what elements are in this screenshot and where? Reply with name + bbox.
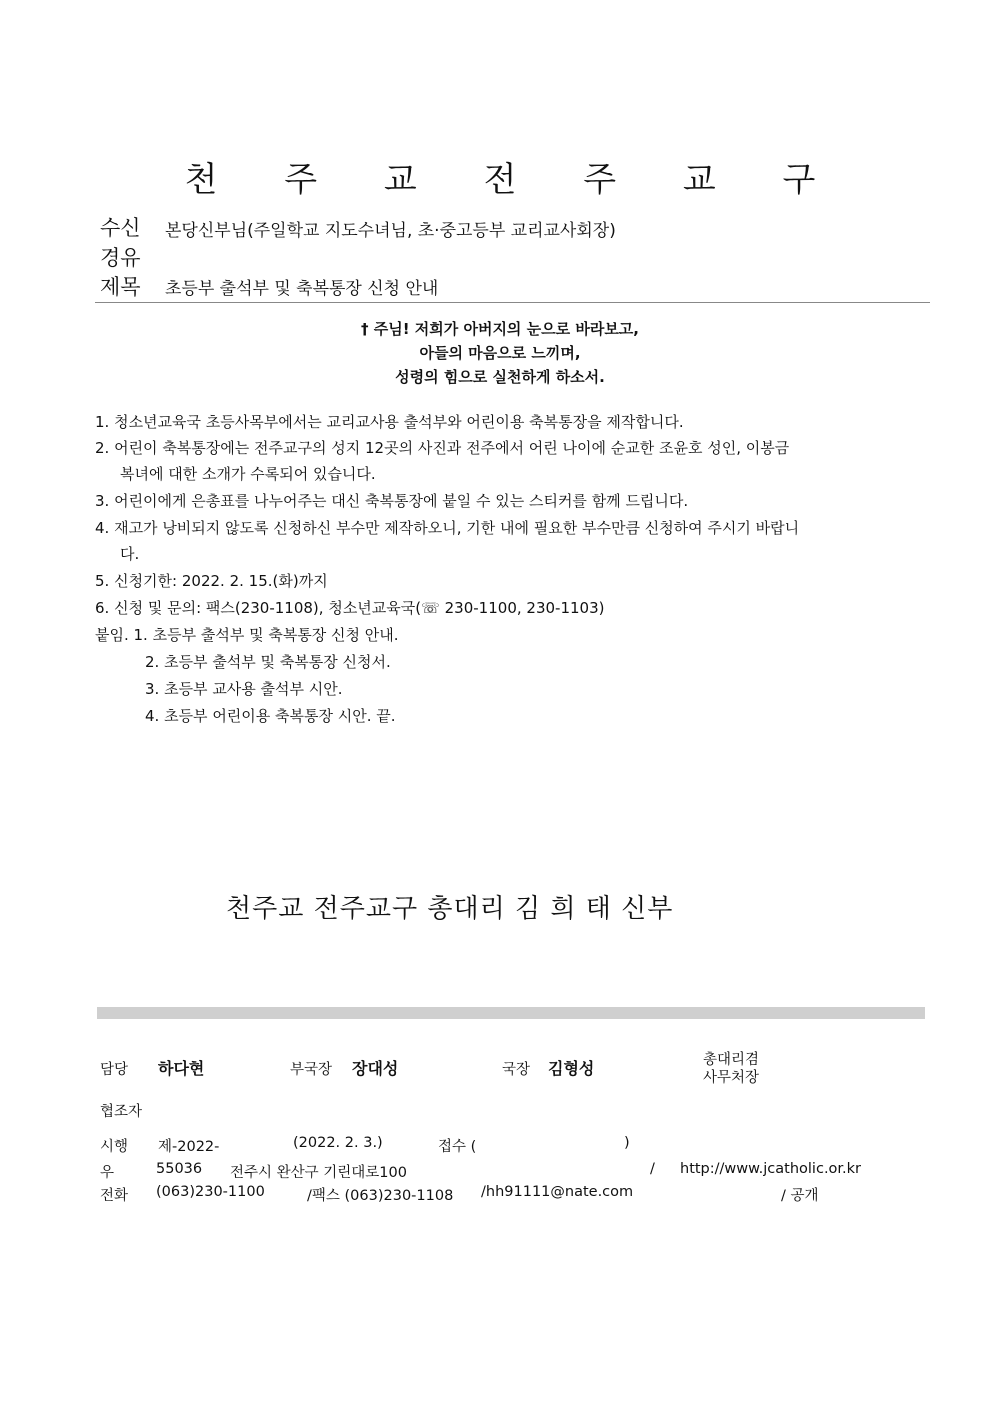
recipient-label: 수신	[100, 216, 141, 240]
public-status: / 공개	[781, 1188, 819, 1204]
postal-label: 우	[100, 1165, 115, 1181]
deputy-name: 장대성	[352, 1059, 399, 1078]
item-6: 6. 신청 및 문의: 팩스(230-1108), 청소년교육국(☏ 230-1100, 230-1103)	[95, 599, 605, 617]
cooperator-label: 협조자	[100, 1104, 143, 1120]
attachment-2: 2. 초등부 출석부 및 축복통장 신청서.	[145, 653, 391, 671]
attachment-1: 붙임. 1. 초등부 출석부 및 축복통장 신청 안내.	[95, 626, 399, 644]
footer-divider-bar	[97, 1007, 925, 1019]
staff-label: 담당	[100, 1062, 129, 1078]
deputy-label: 부국장	[290, 1062, 333, 1078]
attachment-3: 3. 초등부 교사용 출석부 시안.	[145, 680, 343, 698]
staff-name: 하다현	[158, 1059, 205, 1078]
postal-code: 55036	[156, 1161, 203, 1177]
phone-label: 전화	[100, 1188, 129, 1204]
receipt-label: 접수 (	[438, 1139, 477, 1155]
website-link[interactable]: http://www.jcatholic.or.kr	[680, 1161, 862, 1177]
issue-label: 시행	[100, 1139, 129, 1155]
item-2: 2. 어린이 축복통장에는 전주교구의 성지 12곳의 사진과 전주에서 어린 나이에 순교한 조윤호 성인, 이봉금	[95, 439, 790, 457]
vicar-title-line-1: 총대리겸	[703, 1052, 760, 1068]
motto-line-3: 성령의 힘으로 실천하게 하소서.	[395, 368, 605, 386]
fax-number: /팩스 (063)230-1108	[307, 1188, 454, 1204]
via-label: 경유	[100, 246, 141, 270]
recipient-value: 본당신부님(주일학교 지도수녀님, 초·중고등부 교리교사회장)	[165, 221, 616, 241]
subject-label: 제목	[100, 275, 141, 299]
phone-number: (063)230-1100	[156, 1184, 265, 1200]
item-2-continued: 복녀에 대한 소개가 수록되어 있습니다.	[120, 465, 376, 483]
email-link[interactable]: /hh91111@nate.com	[481, 1184, 634, 1200]
item-4: 4. 재고가 낭비되지 않도록 신청하신 부수만 제작하오니, 기한 내에 필요한 부수만큼 신청하여 주시기 바랍니	[95, 519, 800, 537]
receipt-close: )	[624, 1135, 630, 1151]
item-4-continued: 다.	[120, 545, 140, 563]
item-1: 1. 청소년교육국 초등사목부에서는 교리교사용 출석부와 어린이용 축복통장을 제작합니다.	[95, 413, 684, 431]
subject-value: 초등부 출석부 및 축복통장 신청 안내	[165, 279, 439, 299]
item-3: 3. 어린이에게 은총표를 나누어주는 대신 축복통장에 붙일 수 있는 스티커를 함께 드립니다.	[95, 492, 689, 510]
director-name: 김형성	[548, 1059, 595, 1078]
issue-number: 제-2022-	[158, 1139, 220, 1155]
address-separator: /	[650, 1161, 655, 1177]
address: 전주시 완산구 기린대로100	[230, 1165, 407, 1181]
director-label: 국장	[502, 1062, 531, 1078]
item-5: 5. 신청기한: 2022. 2. 15.(화)까지	[95, 572, 328, 590]
attachment-4: 4. 초등부 어린이용 축복통장 시안. 끝.	[145, 707, 396, 725]
document-title: 천 주 교 전 주 교 구	[184, 160, 844, 200]
signer: 천주교 전주교구 총대리 김 희 태 신부	[226, 894, 674, 924]
motto-line-2: 아들의 마음으로 느끼며,	[419, 344, 581, 362]
issue-date: (2022. 2. 3.)	[293, 1135, 383, 1151]
motto-line-1: † 주님! 저희가 아버지의 눈으로 바라보고,	[361, 320, 639, 338]
vicar-title-line-2: 사무처장	[703, 1070, 760, 1086]
header-divider	[95, 302, 930, 303]
